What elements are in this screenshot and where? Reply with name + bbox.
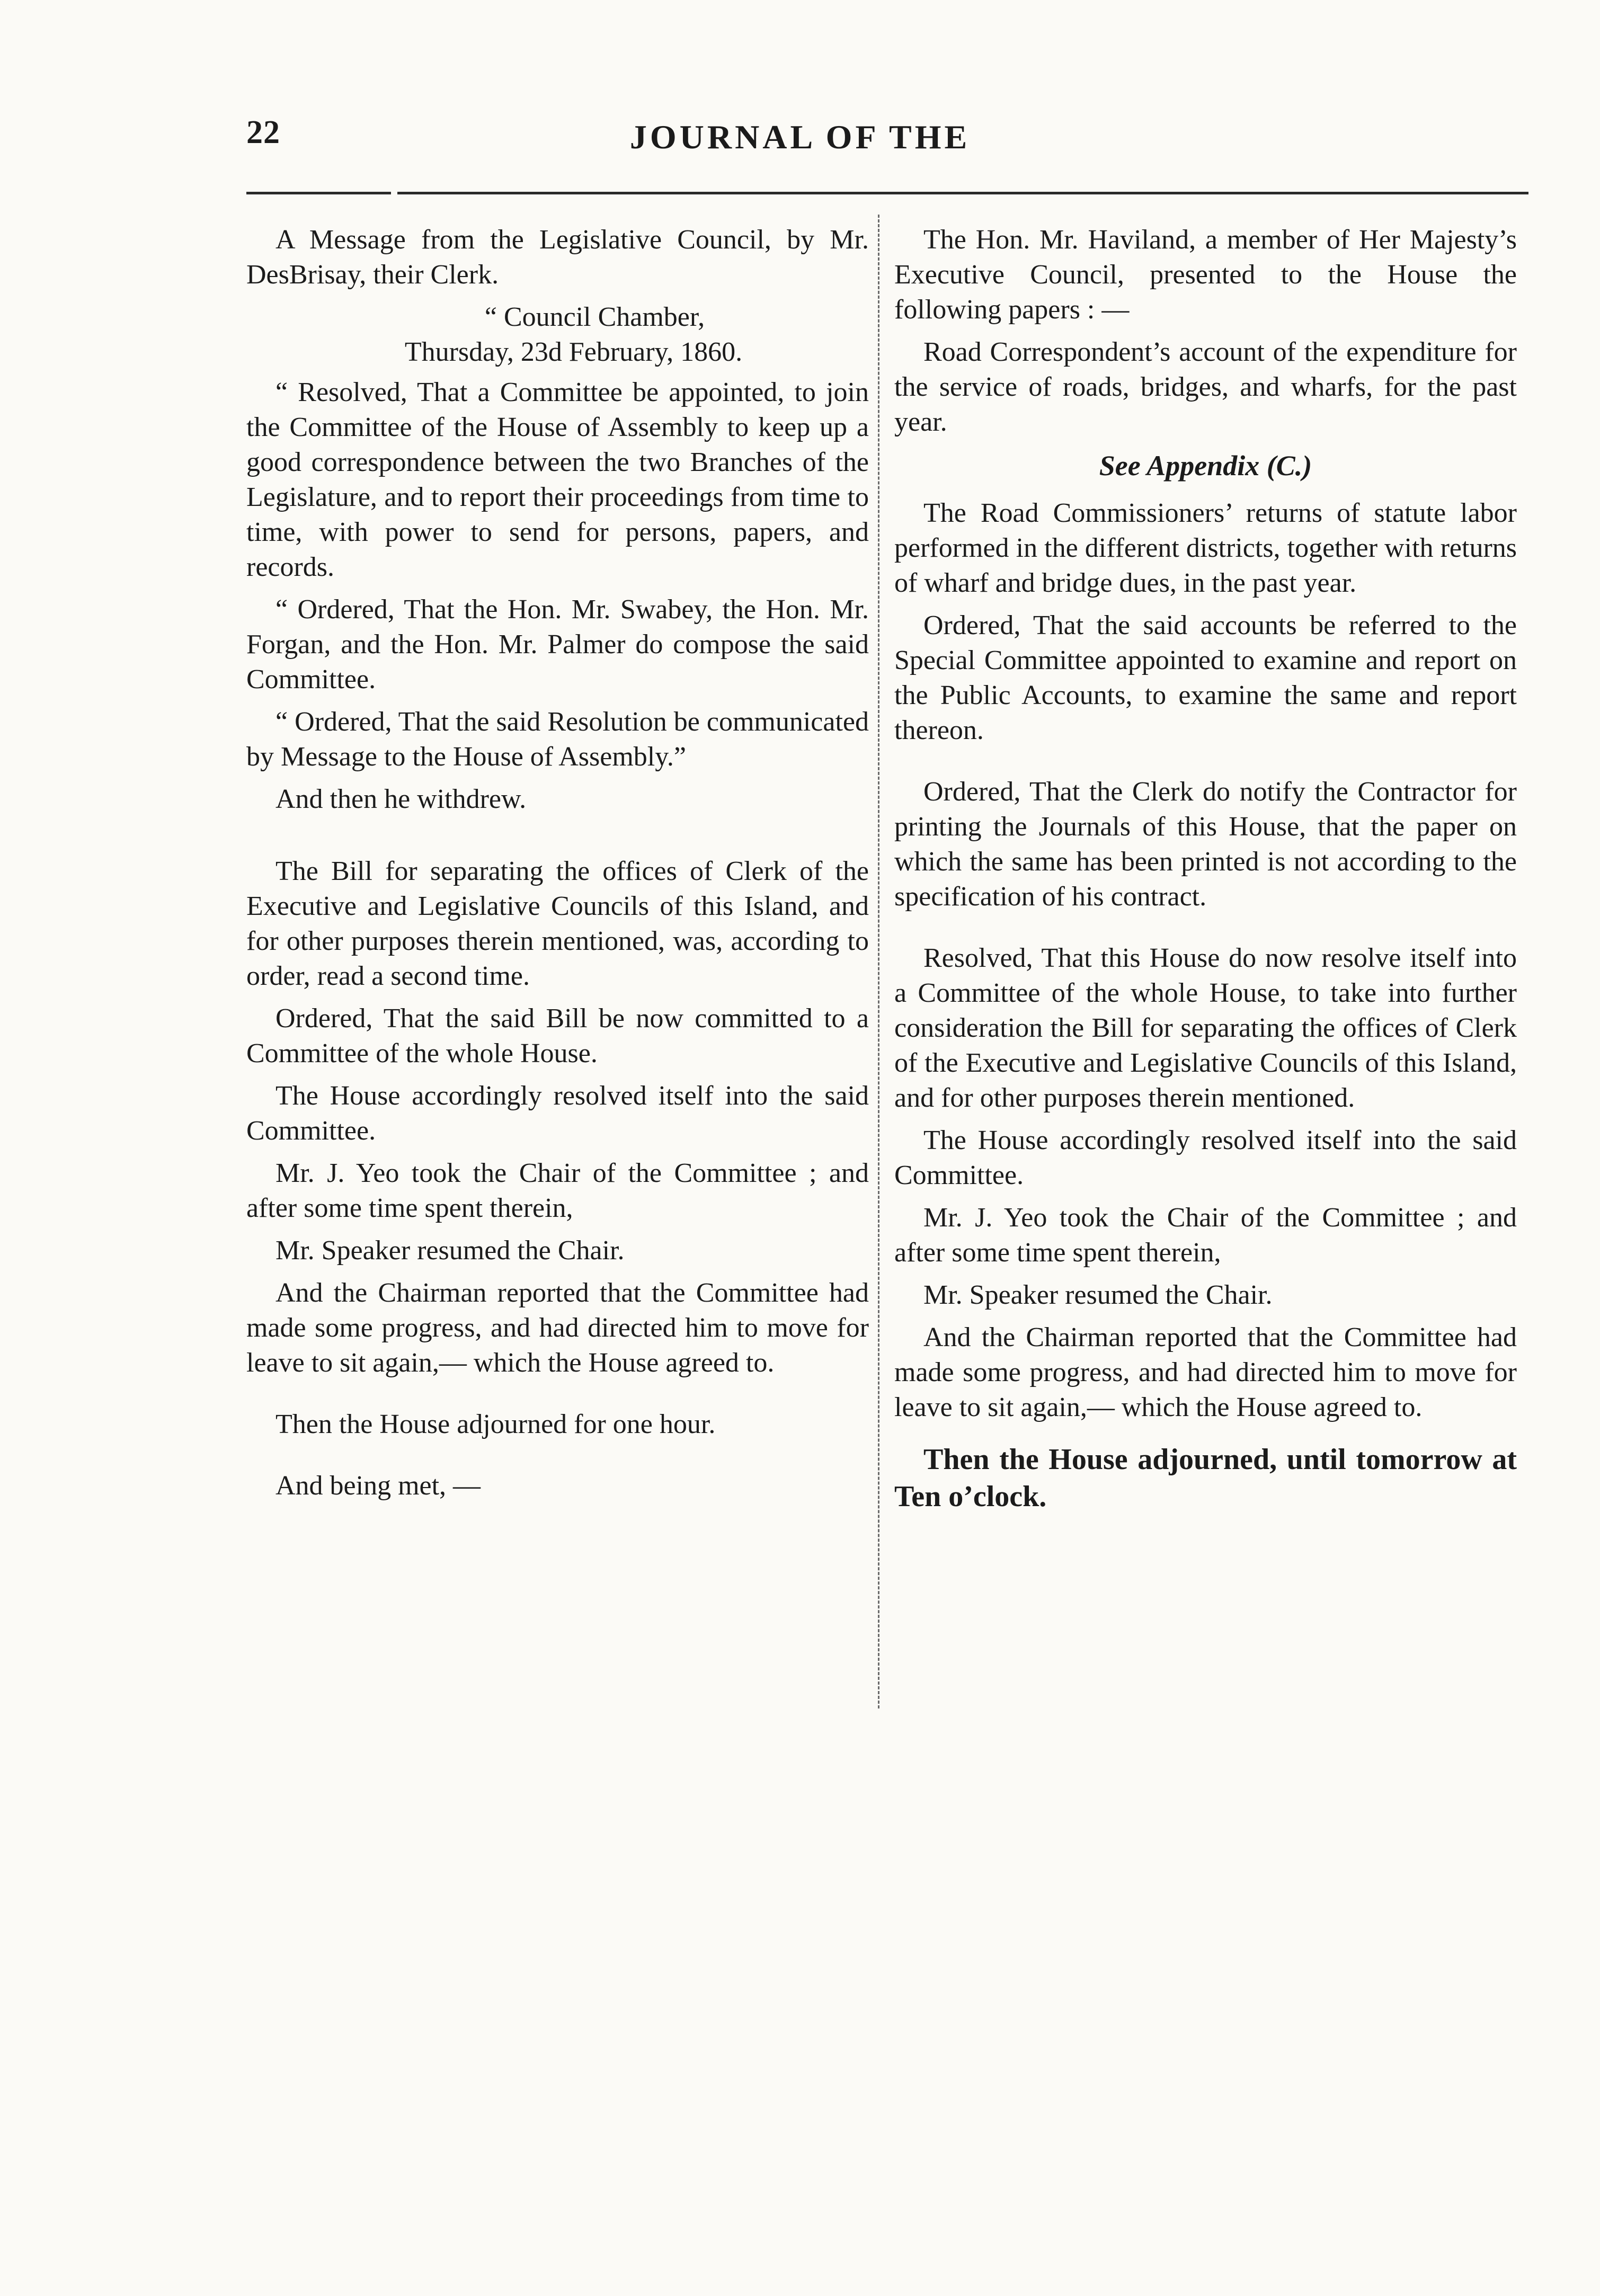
- bill-second-reading: The Bill for separating the offices of Clerk of the Executive and Legislative Councils of this Island, and for other purposes therein mentioned, was, according to order, read a second time.: [246, 856, 869, 991]
- right-column: [894, 223, 1517, 1523]
- council-chamber-line: “ Council Chamber,: [484, 302, 705, 332]
- header-rule-break: [391, 189, 397, 197]
- chairman-report: And the Chairman reported that the Committee had made some progress, and had directed him to move for leave to sit again,— which the House agreed to.: [246, 1278, 869, 1378]
- adjourn-one-hour: Then the House adjourned for one hour.: [275, 1409, 716, 1439]
- date-line: Thursday, 23d February, 1860.: [404, 337, 743, 367]
- being-met: And being met, —: [275, 1471, 481, 1501]
- chairman-report-right: And the Chairman reported that the Committee had made some progress, and had directed him to move for leave to sit again,— which the House agreed to.: [894, 1322, 1517, 1422]
- house-resolved-right: The House accordingly resolved itself into the said Committee.: [894, 1125, 1517, 1190]
- yeo-chair: Mr. J. Yeo took the Chair of the Committee ; and after some time spent therein,: [246, 1158, 869, 1223]
- left-column: [246, 223, 869, 1511]
- column-divider: [878, 215, 879, 1708]
- order-communicate: “ Ordered, That the said Resolution be communicated by Message to the House of Assembly.”: [246, 707, 869, 772]
- resolution-committee-whole: Resolved, That this House do now resolve itself into a Committee of the whole House, to take into further consideration the Bill for separating the offices of Clerk of the Executive and Legislative Councils of this Island, and for other purposes therein mentioned.: [894, 943, 1517, 1113]
- order-notify-contractor: Ordered, That the Clerk do notify the Contractor for printing the Journals of this House, that the paper on which the same has been printed is not according to the specification of his contract.: [894, 777, 1517, 912]
- haviland-papers: The Hon. Mr. Haviland, a member of Her Majesty’s Executive Council, presented to the House the following papers : —: [894, 225, 1517, 325]
- yeo-chair-right: Mr. J. Yeo took the Chair of the Committee ; and after some time spent therein,: [894, 1203, 1517, 1268]
- road-account: Road Correspondent’s account of the expenditure for the service of roads, bridges, and wharfs, for the past year.: [894, 337, 1517, 437]
- speaker-resumed-right: Mr. Speaker resumed the Chair.: [923, 1280, 1273, 1310]
- order-commit-bill: Ordered, That the said Bill be now committed to a Committee of the whole House.: [246, 1003, 869, 1069]
- message-intro: A Message from the Legislative Council, by Mr. DesBrisay, their Clerk.: [246, 225, 869, 290]
- withdrew-line: And then he withdrew.: [275, 784, 527, 814]
- house-resolved: The House accordingly resolved itself into the said Committee.: [246, 1081, 869, 1146]
- order-refer-accounts: Ordered, That the said accounts be referred to the Special Committee appointed to examine and report on the Public Accounts, to examine the same and report thereon.: [894, 610, 1517, 745]
- appendix-reference: See Appendix (C.): [1099, 450, 1312, 482]
- order-committee-members: “ Ordered, That the Hon. Mr. Swabey, the Hon. Mr. Forgan, and the Hon. Mr. Palmer do compose the said Committee.: [246, 594, 869, 695]
- resolution-committee: “ Resolved, That a Committee be appointed, to join the Committee of the House of Assembly to keep up a good correspondence between the two Branches of the Legislature, and to report their proceedings from time to time, with power to send for persons, papers, and records.: [246, 377, 869, 582]
- running-head: JOURNAL OF THE: [629, 118, 971, 156]
- speaker-resumed: Mr. Speaker resumed the Chair.: [275, 1235, 625, 1266]
- header-rule: [246, 192, 1528, 194]
- adjourn-until-tomorrow: Then the House adjourned, until tomorrow at Ten o’clock.: [894, 1443, 1517, 1513]
- road-commissioners-returns: The Road Commissioners’ returns of statute labor performed in the different districts, together with returns of wharf and bridge dues, in the past year.: [894, 498, 1517, 598]
- page-number: 22: [246, 114, 280, 150]
